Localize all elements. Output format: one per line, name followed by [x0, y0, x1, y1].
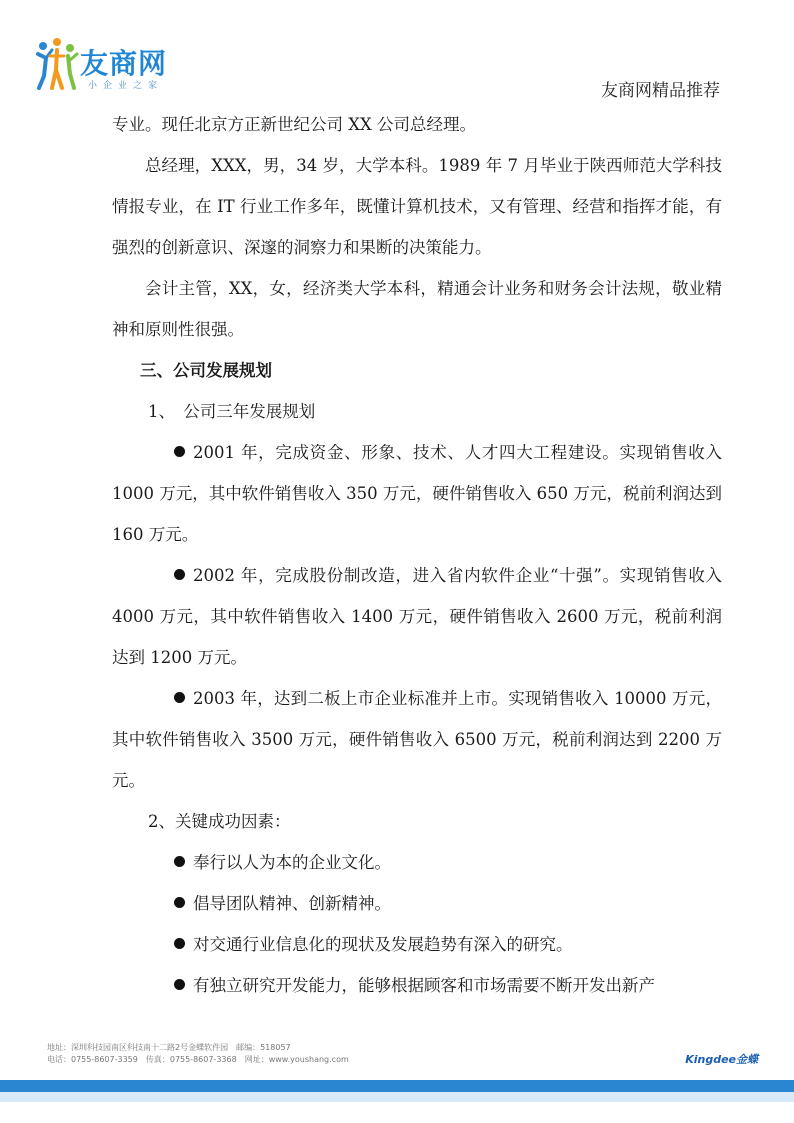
factor-text: 倡导团队精神、创新精神。 [193, 894, 391, 913]
page-footer [0, 1036, 794, 1123]
people-logo-icon [34, 36, 80, 92]
footer-bar-light [0, 1092, 794, 1102]
factor-text: 有独立研究开发能力，能够根据顾客和市场需要不断开发出新产 [193, 976, 655, 995]
plan-item-2001 [112, 432, 722, 555]
bullet-icon [174, 938, 185, 949]
bullet-icon [174, 856, 185, 867]
plan-item-2002 [112, 555, 722, 678]
section-heading: 三、公司发展规划 [140, 361, 272, 380]
plan-text-2002: 2002 年，完成股份制改造，进入省内软件企业“十强”。实现销售收入 4000 万元，其中软件销售收入 1400 万元，硬件销售收入 2600 万元，税前利润达到 1200 万元。 [112, 566, 722, 667]
bullet-icon [174, 569, 185, 580]
paragraph-accountant: 会计主管，XX，女，经济类大学本科，精通会计业务和财务会计法规，敬业精神和原则性很强。 [112, 279, 722, 339]
paragraph-continued: 专业。现任北京方正新世纪公司 XX 公司总经理。 [112, 115, 476, 134]
bullet-icon [174, 446, 185, 457]
header-recommend-text: 友商网精品推荐 [601, 81, 720, 101]
subsection-heading-plan: 1、 公司三年发展规划 [148, 402, 316, 421]
bullet-icon [174, 979, 185, 990]
bullet-icon [174, 692, 185, 703]
logo-text: 友商网 [80, 47, 168, 80]
plan-item-2003 [112, 678, 722, 801]
factor-item [112, 965, 722, 1006]
footer-phone: 电话：0755-8607-3359 传真：0755-8607-3368 网址：www.youshang.com [47, 1055, 349, 1064]
subsection-heading-factors: 2、关键成功因素： [148, 812, 291, 831]
factor-text: 奉行以人为本的企业文化。 [193, 853, 391, 872]
logo-subtitle: 小企业之家 [88, 81, 164, 91]
youshang-logo [34, 36, 204, 96]
document-body [112, 104, 722, 1006]
paragraph-manager: 总经理，XXX，男，34 岁，大学本科。1989 年 7 月毕业于陕西师范大学科技情报专业，在 IT 行业工作多年，既懂计算机技术，又有管理、经营和指挥才能，有强烈的创新意识、深邃的洞察力和果断的决策能力。 [112, 156, 722, 257]
page-header [0, 0, 794, 110]
factor-text: 对交通行业信息化的现状及发展趋势有深入的研究。 [193, 935, 573, 954]
footer-bar [0, 1080, 794, 1092]
bullet-icon [174, 897, 185, 908]
plan-text-2003: 2003 年，达到二板上市企业标准并上市。实现销售收入 10000 万元，其中软件销售收入 3500 万元，硬件销售收入 6500 万元，税前利润达到 2200 万元。 [112, 689, 722, 790]
factor-item [112, 842, 722, 883]
footer-contact [47, 1042, 349, 1066]
factor-item [112, 883, 722, 924]
factor-item [112, 924, 722, 965]
plan-text-2001: 2001 年，完成资金、形象、技术、人才四大工程建设。实现销售收入 1000 万元，其中软件销售收入 350 万元，硬件销售收入 650 万元，税前利润达到 160 万元。 [112, 443, 722, 544]
footer-address: 地址：深圳科技园南区科技南十二路2号金蝶软件园 邮编：518057 [47, 1043, 291, 1052]
kingdee-logo: Kingdee金蝶 [685, 1053, 758, 1066]
